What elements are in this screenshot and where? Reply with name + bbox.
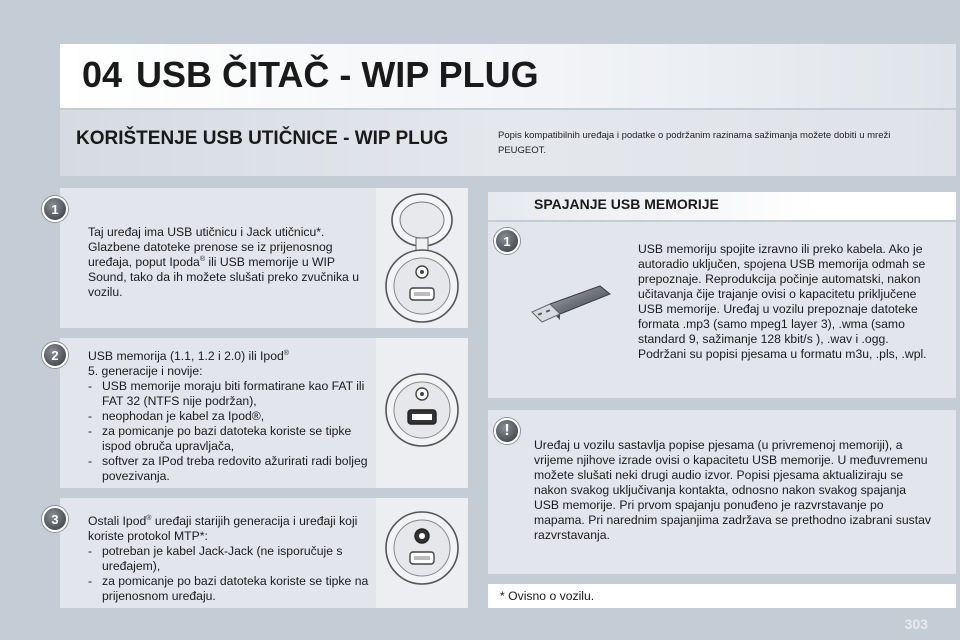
item-1-text: Taj uređaj ima USB utičnicu i Jack utičnicu*. Glazbene datoteke prenose se iz prijenosnog uređaja, poput Ipoda® ili USB memorije u WIP Sound, tako da ih možete slušati preko zvučnika u vozilu. [88, 225, 359, 299]
list-item: - za pomicanje po bazi datoteka koriste se tipke ispod obruča upravljača, [88, 424, 370, 454]
usb-stick-icon [520, 280, 616, 336]
item-2-image-box [376, 338, 468, 488]
page-title: USB ČITAČ - WIP PLUG [136, 54, 539, 95]
usb-stick-image [520, 280, 616, 336]
usb-step-text: USB memoriju spojite izravno ili preko kabela. Ako je autoradio uključen, spojena USB memorija odmah se prepoznaje. Reprodukcija počinje automatski, nakon učitavanja čije trajanje ovisi o kapacitetu priključene USB memorije. Uređaj u vozilu prepoznaje datoteke formata .mp3 (samo mpeg1 layer 3), .wma (samo standard 9, sažimanje 128 kbit/s ), .wav i .ogg. Podržani su popisi pjesama u formatu m3u, .pls, .wpl. [638, 242, 927, 361]
usb-port-icon [376, 338, 468, 488]
item-2-text: USB memorija (1.1, 1.2 i 2.0) ili Ipod® 5. generacije i novije: - USB memorije moraju biti formatirane kao FAT ili FAT 32 (NTFS nije podržan), - neophodan je kabel za Ipod®, - za pomicanje po bazi datoteka koriste se tipke ispod obruča upravljača, - softver za IPod treba redovito ažurirati radi boljeg povezivanja. [88, 349, 370, 484]
footnote: * Ovisno o vozilu. [500, 589, 595, 603]
item-3-bullets [88, 544, 370, 604]
step-badge-1: 1 [42, 196, 68, 222]
item-2-bullets [88, 379, 370, 484]
list-item: - USB memorije moraju biti formatirane kao FAT ili FAT 32 (NTFS nije podržan), [88, 379, 370, 409]
usb-step-badge: 1 [494, 228, 520, 254]
page-number: 303 [904, 616, 928, 632]
list-item: - za pomicanje po bazi datoteka koriste se tipke na prijenosnom uređaju. [88, 574, 370, 604]
item-3-image-box [376, 498, 468, 608]
list-item: - neophodan je kabel za Ipod®, [88, 409, 370, 424]
section-title: KORIŠTENJE USB UTIČNICE - WIP PLUG [76, 128, 449, 149]
step-badge-2: 2 [42, 342, 68, 368]
warning-icon: ! [494, 418, 520, 444]
usb-section-title: SPAJANJE USB MEMORIJE [534, 196, 719, 212]
item-1-image-box [376, 188, 468, 328]
warning-text: Uređaj u vozilu sastavlja popise pjesama (u privremenoj memoriji), a vrijeme njihove izrade ovisi o kapacitetu USB memorije. U međuvremenu možete slušati neki drugi audio izvor. Popisi pjesama aktualiziraju se nakon svakog uključivanja kontakta, odnosno nakon svakog spajanja USB memorije. Pri prvom spajanju ponuđeno je razvrstavanje po mapama. Pri narednim spajanjima zadržava se prethodno izabrani sustav razvrstavanja. [534, 438, 931, 542]
jack-port-icon [376, 498, 468, 608]
chapter-number: 04 [82, 54, 123, 95]
item-3-text: Ostali Ipod® uređaji starijih generacija i uređaji koji koriste protokol MTP*: - potreban je kabel Jack-Jack (ne isporučuje s uređajem), - za pomicanje po bazi datoteka koriste se tipke na prijenosnom uređaju. [88, 514, 370, 604]
usb-port-open-lid-icon [376, 188, 468, 328]
list-item: - softver za IPod treba redovito ažurirati radi boljeg povezivanja. [88, 454, 370, 484]
intro-note: Popis kompatibilnih uređaja i podatke o podržanim razinama sažimanja možete dobiti u mreži PEUGEOT. [498, 130, 891, 156]
step-badge-3: 3 [42, 506, 68, 532]
list-item: - potreban je kabel Jack-Jack (ne isporučuje s uređajem), [88, 544, 370, 574]
